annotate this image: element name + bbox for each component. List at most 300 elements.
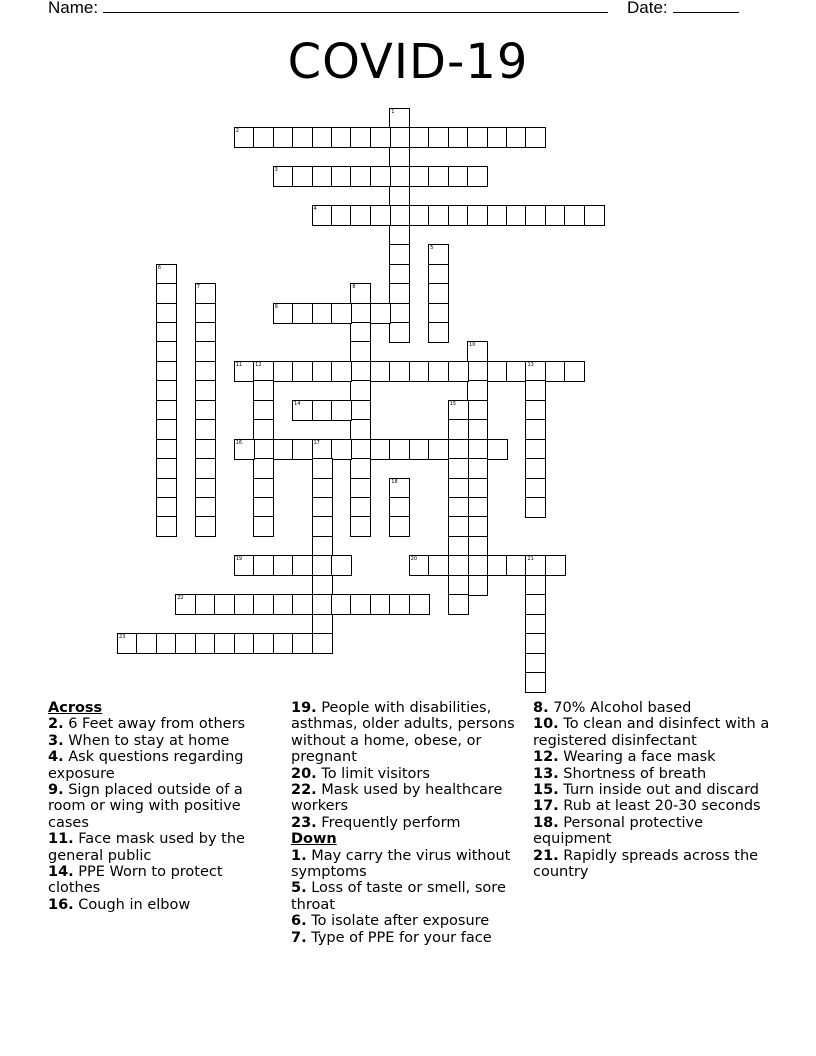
grid-cell[interactable]	[312, 575, 333, 596]
grid-cell[interactable]	[195, 497, 216, 518]
grid-cell[interactable]	[195, 419, 216, 440]
clue-item	[533, 848, 773, 881]
clue-item	[533, 749, 773, 765]
clue-number: 5	[430, 245, 434, 252]
grid-cell[interactable]	[448, 575, 469, 596]
clue-item	[291, 913, 516, 929]
grid-cell[interactable]	[156, 264, 177, 285]
grid-cell[interactable]	[350, 303, 371, 324]
grid-cell[interactable]	[467, 497, 488, 518]
clue-number: 8	[352, 284, 356, 291]
clue-number: 18	[391, 478, 398, 485]
grid-cell[interactable]	[234, 361, 255, 382]
across-clue-list-continued	[291, 700, 516, 831]
grid-cell[interactable]	[428, 283, 449, 304]
grid-cell[interactable]	[545, 555, 566, 576]
clue-item	[533, 766, 773, 782]
grid-cell[interactable]	[389, 283, 410, 304]
grid-cell[interactable]	[195, 516, 216, 537]
grid-cell[interactable]	[525, 497, 546, 518]
clue-number-label: 9.	[48, 782, 64, 799]
grid-cell[interactable]	[506, 205, 527, 226]
grid-cell[interactable]	[448, 400, 469, 421]
grid-cell[interactable]	[428, 166, 449, 187]
grid-cell[interactable]	[370, 594, 391, 615]
grid-cell[interactable]	[292, 303, 313, 324]
grid-cell[interactable]	[389, 497, 410, 518]
grid-cell[interactable]	[506, 555, 527, 576]
grid-cell[interactable]	[428, 244, 449, 265]
page-title: COVID-19	[287, 34, 529, 90]
grid-cell[interactable]	[467, 380, 488, 401]
grid-cell[interactable]	[253, 633, 274, 654]
clue-number-label: 3.	[48, 732, 64, 749]
clue-text: Cough in elbow	[73, 896, 191, 913]
grid-cell[interactable]	[273, 555, 294, 576]
clue-number: 21	[527, 556, 534, 563]
grid-cell[interactable]	[331, 439, 352, 460]
clue-item	[48, 831, 263, 864]
grid-cell[interactable]	[195, 283, 216, 304]
grid-cell[interactable]	[409, 205, 430, 226]
grid-cell[interactable]	[195, 594, 216, 615]
grid-cell[interactable]	[312, 303, 333, 324]
grid-cell[interactable]	[525, 614, 546, 635]
clue-number-label: 10.	[533, 716, 559, 733]
grid-cell[interactable]	[234, 633, 255, 654]
grid-cell[interactable]	[312, 633, 333, 654]
clue-item	[48, 749, 263, 782]
grid-cell[interactable]	[195, 380, 216, 401]
clue-number: 11	[235, 361, 243, 368]
grid-cell[interactable]	[389, 166, 410, 187]
grid-cell[interactable]	[525, 478, 546, 499]
grid-cell[interactable]	[389, 205, 410, 226]
grid-cell[interactable]	[331, 166, 352, 187]
grid-cell[interactable]	[487, 361, 508, 382]
grid-cell[interactable]	[350, 361, 371, 382]
clue-text: People with disabilities, asthmas, older adults, persons without a home, obese, or pregnant	[291, 700, 515, 766]
grid-cell[interactable]	[350, 594, 371, 615]
clue-text: To limit visitors	[316, 765, 430, 782]
clue-number: 19	[235, 556, 243, 563]
grid-cell[interactable]	[448, 497, 469, 518]
grid-cell[interactable]	[156, 322, 177, 343]
grid-cell[interactable]	[234, 439, 255, 460]
clue-number-label: 20.	[291, 765, 317, 782]
grid-cell[interactable]	[487, 127, 508, 148]
grid-cell[interactable]	[428, 555, 449, 576]
clue-number: 12	[255, 361, 262, 368]
grid-cell[interactable]	[156, 380, 177, 401]
clue-text: Face mask used by the general public	[48, 831, 245, 864]
grid-cell[interactable]	[331, 555, 352, 576]
grid-cell[interactable]	[156, 341, 177, 362]
grid-cell[interactable]	[312, 594, 333, 615]
grid-cell[interactable]	[545, 361, 566, 382]
grid-cell[interactable]	[506, 361, 527, 382]
clue-text: To clean and disinfect with a registered disinfectant	[533, 716, 770, 749]
clue-column-1	[48, 700, 263, 913]
grid-cell[interactable]	[331, 205, 352, 226]
grid-cell[interactable]	[331, 361, 352, 382]
grid-cell[interactable]	[350, 516, 371, 537]
grid-cell[interactable]	[448, 361, 469, 382]
grid-cell[interactable]	[448, 536, 469, 557]
clue-text: Shortness of breath	[558, 765, 707, 782]
clue-number-label: 4.	[48, 749, 64, 766]
clue-number-label: 23.	[291, 814, 317, 831]
clue-text: When to stay at home	[63, 732, 230, 749]
grid-cell[interactable]	[467, 419, 488, 440]
clue-item	[533, 782, 773, 798]
clue-text: Rapidly spreads across the country	[533, 847, 759, 881]
grid-cell[interactable]	[253, 516, 274, 537]
grid-cell[interactable]	[292, 555, 313, 576]
grid-cell[interactable]	[253, 555, 274, 576]
grid-cell[interactable]	[389, 225, 410, 246]
clue-column-2	[291, 700, 516, 946]
grid-cell[interactable]	[428, 264, 449, 285]
grid-cell[interactable]	[331, 303, 352, 324]
grid-cell[interactable]	[487, 439, 508, 460]
grid-cell[interactable]	[292, 633, 313, 654]
clue-number-label: 8.	[533, 700, 549, 716]
grid-cell[interactable]	[312, 497, 333, 518]
grid-cell[interactable]	[292, 400, 313, 421]
grid-cell[interactable]	[389, 322, 410, 343]
grid-cell[interactable]	[428, 439, 449, 460]
grid-cell[interactable]	[467, 439, 488, 460]
grid-cell[interactable]	[350, 205, 371, 226]
down-heading: Down	[291, 831, 337, 848]
grid-cell[interactable]	[214, 633, 235, 654]
grid-cell[interactable]	[253, 127, 274, 148]
grid-cell[interactable]	[156, 633, 177, 654]
clue-number-label: 13.	[533, 765, 559, 782]
clue-number-label: 5.	[291, 880, 307, 897]
clue-number: 7	[196, 284, 200, 291]
grid-cell[interactable]	[564, 205, 585, 226]
grid-cell[interactable]	[331, 127, 352, 148]
grid-cell[interactable]	[273, 594, 294, 615]
grid-cell[interactable]	[448, 439, 469, 460]
grid-cell[interactable]	[506, 127, 527, 148]
down-clue-list	[291, 848, 516, 946]
grid-cell[interactable]	[467, 166, 488, 187]
grid-cell[interactable]	[156, 303, 177, 324]
grid-cell[interactable]	[389, 516, 410, 537]
grid-cell[interactable]	[389, 244, 410, 265]
clue-item	[533, 716, 773, 749]
grid-cell[interactable]	[467, 555, 488, 576]
grid-cell[interactable]	[584, 205, 605, 226]
grid-cell[interactable]	[389, 108, 410, 129]
grid-cell[interactable]	[448, 458, 469, 479]
clue-number: 1	[391, 109, 395, 115]
grid-cell[interactable]	[389, 264, 410, 285]
grid-cell[interactable]	[448, 516, 469, 537]
grid-cell[interactable]	[312, 166, 333, 187]
grid-cell[interactable]	[156, 478, 177, 499]
grid-cell[interactable]	[195, 322, 216, 343]
clue-number: 22	[177, 595, 184, 602]
grid-cell[interactable]	[350, 478, 371, 499]
grid-cell[interactable]	[467, 127, 488, 148]
clue-number: 15	[449, 400, 457, 407]
grid-cell[interactable]	[312, 536, 333, 557]
grid-cell[interactable]	[350, 419, 371, 440]
grid-cell[interactable]	[253, 478, 274, 499]
grid-cell[interactable]	[312, 205, 333, 226]
grid-cell[interactable]	[156, 419, 177, 440]
grid-cell[interactable]	[409, 127, 430, 148]
grid-cell[interactable]	[428, 303, 449, 324]
clue-number: 9	[274, 303, 278, 310]
grid-cell[interactable]	[389, 361, 410, 382]
clue-text: Rub at least 20-30 seconds	[558, 798, 761, 815]
grid-cell[interactable]	[389, 594, 410, 615]
grid-cell[interactable]	[525, 458, 546, 479]
grid-cell[interactable]	[389, 439, 410, 460]
grid-cell[interactable]	[156, 361, 177, 382]
grid-cell[interactable]	[448, 205, 469, 226]
grid-cell[interactable]	[117, 633, 138, 654]
grid-cell[interactable]	[312, 127, 333, 148]
clue-number-label: 22.	[291, 782, 317, 799]
grid-cell[interactable]	[312, 516, 333, 537]
grid-cell[interactable]	[525, 380, 546, 401]
grid-cell[interactable]	[467, 400, 488, 421]
grid-cell[interactable]	[467, 575, 488, 596]
grid-cell[interactable]	[273, 633, 294, 654]
grid-cell[interactable]	[448, 478, 469, 499]
clue-number: 14	[294, 400, 301, 407]
grid-cell[interactable]	[312, 478, 333, 499]
grid-cell[interactable]	[156, 400, 177, 421]
grid-cell[interactable]	[409, 439, 430, 460]
grid-cell[interactable]	[525, 633, 546, 654]
grid-cell[interactable]	[467, 361, 488, 382]
grid-cell[interactable]	[467, 516, 488, 537]
grid-cell[interactable]	[389, 303, 410, 324]
grid-cell[interactable]	[409, 594, 430, 615]
grid-cell[interactable]	[195, 400, 216, 421]
across-clue-list	[48, 716, 263, 913]
clue-item	[291, 880, 516, 913]
grid-cell[interactable]	[195, 478, 216, 499]
grid-cell[interactable]	[525, 361, 546, 382]
grid-cell[interactable]	[312, 614, 333, 635]
grid-cell[interactable]	[467, 205, 488, 226]
grid-cell[interactable]	[370, 205, 391, 226]
grid-cell[interactable]	[156, 497, 177, 518]
grid-cell[interactable]	[350, 458, 371, 479]
grid-cell[interactable]	[370, 303, 391, 324]
grid-cell[interactable]	[253, 458, 274, 479]
grid-cell[interactable]	[253, 380, 274, 401]
name-label: Name:	[48, 0, 99, 17]
clue-number: 23	[119, 634, 126, 641]
grid-cell[interactable]	[525, 575, 546, 596]
grid-cell[interactable]	[273, 166, 294, 187]
grid-cell[interactable]	[525, 594, 546, 615]
clue-text: Sign placed outside of a room or wing with positive cases	[48, 782, 243, 831]
grid-cell[interactable]	[525, 400, 546, 421]
clue-text: Mask used by healthcare workers	[291, 782, 503, 815]
grid-cell[interactable]	[350, 400, 371, 421]
grid-cell[interactable]	[273, 439, 294, 460]
grid-cell[interactable]	[156, 439, 177, 460]
grid-cell[interactable]	[525, 439, 546, 460]
grid-cell[interactable]	[389, 186, 410, 207]
clue-number-label: 15.	[533, 782, 559, 799]
grid-cell[interactable]	[409, 361, 430, 382]
grid-cell[interactable]	[350, 127, 371, 148]
grid-cell[interactable]	[195, 341, 216, 362]
grid-cell[interactable]	[487, 205, 508, 226]
clue-item	[291, 848, 516, 881]
grid-cell[interactable]	[350, 497, 371, 518]
grid-cell[interactable]	[525, 205, 546, 226]
grid-cell[interactable]	[525, 653, 546, 674]
clue-item	[48, 897, 263, 913]
grid-cell[interactable]	[350, 322, 371, 343]
grid-cell[interactable]	[350, 439, 371, 460]
clue-item	[291, 782, 516, 815]
grid-cell[interactable]	[448, 594, 469, 615]
grid-cell[interactable]	[292, 439, 313, 460]
grid-cell[interactable]	[253, 419, 274, 440]
grid-cell[interactable]	[370, 361, 391, 382]
grid-cell[interactable]	[175, 633, 196, 654]
clue-number: 16	[235, 439, 243, 446]
grid-cell[interactable]	[350, 341, 371, 362]
grid-cell[interactable]	[292, 361, 313, 382]
grid-cell[interactable]	[331, 594, 352, 615]
clue-number: 2	[235, 128, 239, 135]
grid-cell[interactable]	[448, 419, 469, 440]
grid-cell[interactable]	[312, 458, 333, 479]
grid-cell[interactable]	[195, 458, 216, 479]
grid-cell[interactable]	[428, 205, 449, 226]
grid-cell[interactable]	[370, 166, 391, 187]
grid-cell[interactable]	[467, 536, 488, 557]
grid-cell[interactable]	[312, 555, 333, 576]
clue-item	[48, 782, 263, 831]
grid-cell[interactable]	[350, 283, 371, 304]
grid-cell[interactable]	[156, 458, 177, 479]
grid-cell[interactable]	[253, 594, 274, 615]
clue-text: Loss of taste or smell, sore throat	[291, 880, 506, 913]
clue-number: 20	[410, 556, 418, 563]
grid-cell[interactable]	[428, 322, 449, 343]
grid-cell[interactable]	[428, 361, 449, 382]
grid-cell[interactable]	[389, 127, 410, 148]
clue-text: 70% Alcohol based	[548, 700, 692, 716]
grid-cell[interactable]	[234, 594, 255, 615]
grid-cell[interactable]	[350, 166, 371, 187]
clue-number: 3	[274, 167, 278, 174]
grid-cell[interactable]	[467, 458, 488, 479]
grid-cell[interactable]	[409, 166, 430, 187]
clue-number-label: 11.	[48, 831, 74, 848]
grid-cell[interactable]	[312, 439, 333, 460]
grid-cell[interactable]	[292, 594, 313, 615]
grid-cell[interactable]	[156, 283, 177, 304]
clue-item	[48, 733, 263, 749]
grid-cell[interactable]	[467, 341, 488, 362]
grid-cell[interactable]	[273, 361, 294, 382]
clue-item	[533, 815, 773, 848]
clue-number-label: 21.	[533, 847, 559, 864]
grid-cell[interactable]	[292, 127, 313, 148]
clue-number-label: 6.	[291, 913, 307, 930]
grid-cell[interactable]	[156, 516, 177, 537]
grid-cell[interactable]	[525, 127, 546, 148]
grid-cell[interactable]	[389, 147, 410, 168]
grid-cell[interactable]	[525, 672, 546, 693]
grid-cell[interactable]	[487, 555, 508, 576]
grid-cell[interactable]	[389, 478, 410, 499]
grid-cell[interactable]	[234, 127, 255, 148]
grid-cell[interactable]	[195, 439, 216, 460]
clue-text: 6 Feet away from others	[63, 716, 246, 733]
grid-cell[interactable]	[564, 361, 585, 382]
grid-cell[interactable]	[175, 594, 196, 615]
grid-cell[interactable]	[448, 127, 469, 148]
grid-cell[interactable]	[253, 439, 274, 460]
clue-number-label: 12.	[533, 749, 559, 766]
grid-cell[interactable]	[214, 594, 235, 615]
grid-cell[interactable]	[253, 400, 274, 421]
grid-cell[interactable]	[234, 555, 255, 576]
grid-cell[interactable]	[448, 555, 469, 576]
grid-cell[interactable]	[253, 361, 274, 382]
grid-cell[interactable]	[273, 127, 294, 148]
grid-cell[interactable]	[292, 166, 313, 187]
grid-cell[interactable]	[525, 555, 546, 576]
clue-number-label: 1.	[291, 847, 307, 864]
grid-cell[interactable]	[273, 303, 294, 324]
grid-cell[interactable]	[331, 400, 352, 421]
grid-cell[interactable]	[195, 633, 216, 654]
grid-cell[interactable]	[136, 633, 157, 654]
grid-cell[interactable]	[525, 419, 546, 440]
grid-cell[interactable]	[350, 380, 371, 401]
grid-cell[interactable]	[312, 400, 333, 421]
clue-number-label: 14.	[48, 864, 74, 881]
clue-text: PPE Worn to protect clothes	[48, 864, 223, 897]
grid-cell[interactable]	[428, 127, 449, 148]
clue-text: Wearing a face mask	[558, 749, 716, 766]
grid-cell[interactable]	[370, 127, 391, 148]
grid-cell[interactable]	[253, 497, 274, 518]
grid-cell[interactable]	[370, 439, 391, 460]
grid-cell[interactable]	[409, 555, 430, 576]
grid-cell[interactable]	[545, 205, 566, 226]
grid-cell[interactable]	[195, 361, 216, 382]
clue-text: To isolate after exposure	[306, 913, 490, 930]
grid-cell[interactable]	[448, 166, 469, 187]
grid-cell[interactable]	[312, 361, 333, 382]
down-clue-list-continued	[533, 700, 773, 880]
grid-cell[interactable]	[467, 478, 488, 499]
grid-cell[interactable]	[195, 303, 216, 324]
clue-item	[291, 815, 516, 831]
clue-number-label: 17.	[533, 798, 559, 815]
clue-item	[48, 864, 263, 897]
